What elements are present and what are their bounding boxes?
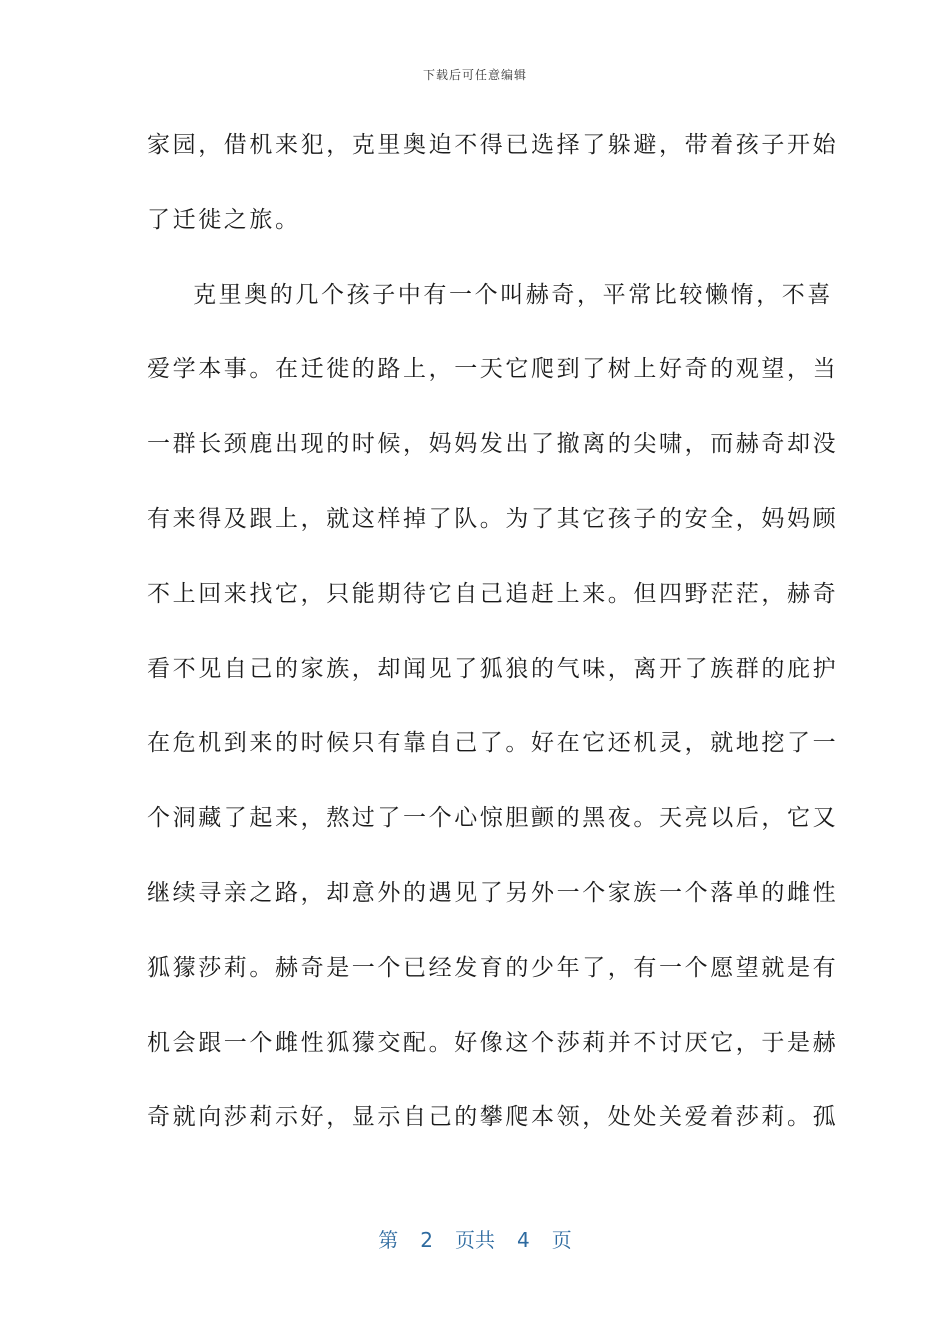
text-line: 一群长颈鹿出现的时候，妈妈发出了撤离的尖啸，而赫奇却没 (147, 431, 839, 458)
text-line: 机会跟一个雌性狐獴交配。好像这个莎莉并不讨厌它，于是赫 (147, 1029, 839, 1056)
text-line: 奇就向莎莉示好，显示自己的攀爬本领，处处关爱着莎莉。孤 (147, 1104, 839, 1131)
page-prefix: 第 (378, 1228, 399, 1252)
text-line: 在危机到来的时候只有靠自己了。好在它还机灵，就地挖了一 (147, 730, 839, 757)
text-line: 不上回来找它，只能期待它自己追赶上来。但四野茫茫，赫奇 (147, 580, 839, 607)
text-line: 狐獴莎莉。赫奇是一个已经发育的少年了，有一个愿望就是有 (147, 954, 839, 981)
page-suffix: 页 (551, 1228, 572, 1252)
document-body (147, 112, 839, 1159)
header-note: 下载后可任意编辑 (422, 68, 527, 82)
text-line: 看不见自己的家族，却闻见了狐狼的气味，离开了族群的庇护 (147, 655, 839, 682)
text-line: 了迁徙之旅。 (147, 206, 301, 233)
text-line: 有来得及跟上，就这样掉了队。为了其它孩子的安全，妈妈顾 (147, 505, 839, 532)
page-mid: 页共 (455, 1228, 495, 1252)
text-line: 个洞藏了起来，熬过了一个心惊胆颤的黑夜。天亮以后，它又 (147, 805, 839, 832)
text-line: 家园，借机来犯，克里奥迫不得已选择了躲避，带着孩子开始 (147, 132, 839, 158)
page-footer (0, 1224, 950, 1253)
paragraph-first-line: 克里奥的几个孩子中有一个叫赫奇，平常比较懒惰，不喜 (193, 281, 833, 308)
page-total: 4 (517, 1228, 530, 1252)
page-number: 2 (420, 1228, 433, 1252)
text-line: 爱学本事。在迁徙的路上，一天它爬到了树上好奇的观望，当 (147, 356, 839, 383)
text-line: 继续寻亲之路，却意外的遇见了另外一个家族一个落单的雌性 (147, 879, 839, 906)
